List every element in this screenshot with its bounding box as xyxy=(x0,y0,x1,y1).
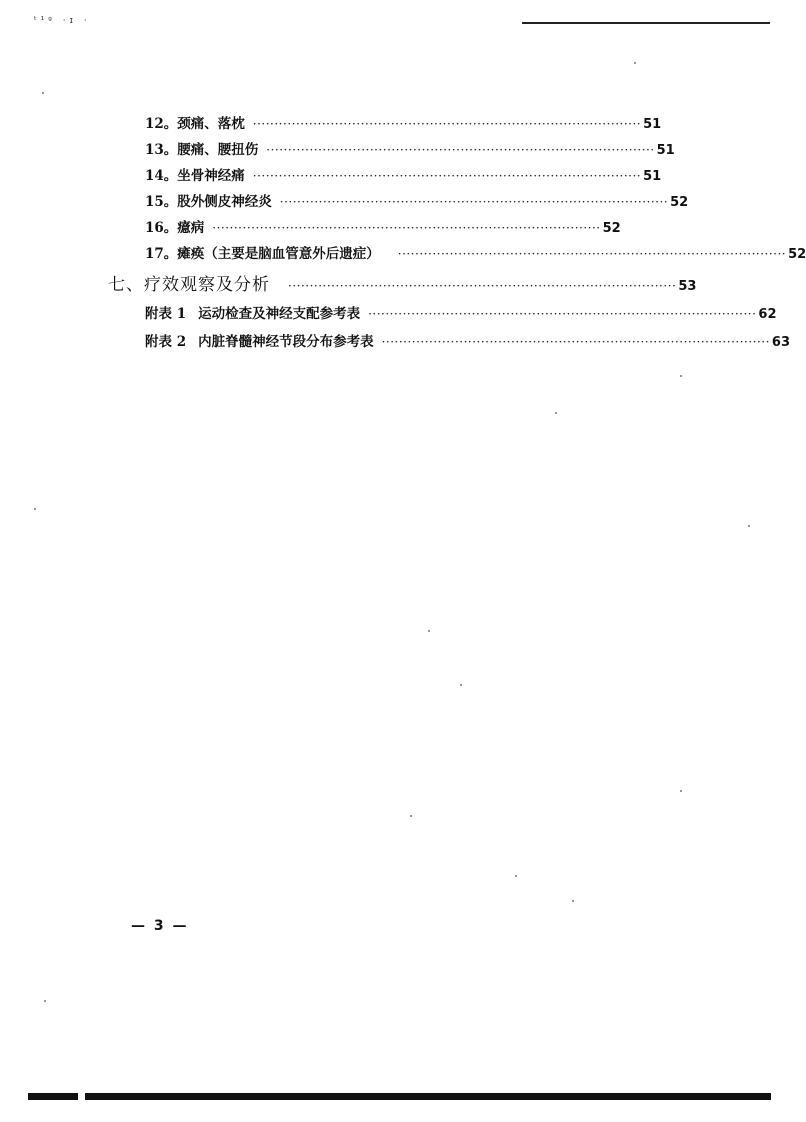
toc-entry-title: 瘫痪（主要是脑血管意外后遗症） xyxy=(177,246,380,262)
toc-entry-title: 股外侧皮神经炎 xyxy=(177,194,272,210)
scan-speck xyxy=(460,684,462,686)
scan-speck xyxy=(680,375,682,377)
scan-speck xyxy=(748,525,750,527)
toc-leader-dots: ·························································································· xyxy=(252,169,642,183)
page-number: — 3 — xyxy=(131,918,189,934)
scan-speck xyxy=(34,508,36,510)
toc-entry xyxy=(145,190,689,214)
toc-entry-page: 52 xyxy=(602,221,621,236)
toc-entry-number: 13。 xyxy=(145,142,178,158)
toc-leader-dots: ·························································································· xyxy=(212,221,601,235)
toc-appendix xyxy=(145,330,790,354)
scan-speck xyxy=(555,412,557,414)
toc-entry-number: 14。 xyxy=(145,168,178,184)
scan-corner-marks: ᵗ¹ᵍ ·ɪ · xyxy=(34,16,91,26)
toc-leader-dots: ·························································································· xyxy=(381,335,770,349)
toc-entry xyxy=(145,242,806,266)
toc-entry-number: 17。 xyxy=(145,246,178,262)
scan-speck xyxy=(428,630,430,632)
toc-entry-page: 51 xyxy=(656,143,675,158)
toc-entry xyxy=(145,112,662,136)
toc-entry-number: 12。 xyxy=(145,116,178,132)
bottom-rule-right xyxy=(85,1093,771,1100)
toc-entry-page: 52 xyxy=(788,247,806,262)
scan-speck xyxy=(42,92,44,94)
toc-appendix-number: 附表 2 xyxy=(145,334,187,350)
toc-leader-dots: ·························································································· xyxy=(266,143,655,157)
toc-entry-number: 15。 xyxy=(145,194,178,210)
top-rule xyxy=(522,22,770,24)
scan-speck xyxy=(572,900,574,902)
toc-entry-title: 腰痛、腰扭伤 xyxy=(177,142,259,158)
toc-entry-number: 16。 xyxy=(145,220,178,236)
toc-entry-page: 51 xyxy=(643,117,662,132)
toc-entry-page: 52 xyxy=(670,195,689,210)
toc-appendix-page: 63 xyxy=(771,335,790,350)
toc-leader-dots: ·························································································· xyxy=(252,117,642,131)
toc-appendix-page: 62 xyxy=(758,307,777,322)
toc-section xyxy=(108,270,697,295)
toc-entry xyxy=(145,164,662,188)
toc-section-page: 53 xyxy=(678,279,697,294)
toc-entry-title: 坐骨神经痛 xyxy=(177,168,245,184)
toc-leader-dots: ·························································································· xyxy=(397,247,787,261)
toc-entry-page: 51 xyxy=(643,169,662,184)
toc-appendix-number: 附表 1 xyxy=(145,306,187,322)
toc-entry-title: 颈痛、落枕 xyxy=(177,116,245,132)
scan-speck xyxy=(634,62,636,64)
scan-speck xyxy=(515,875,517,877)
toc-entry-title: 癔病 xyxy=(177,220,205,236)
scan-speck xyxy=(44,1000,46,1002)
toc-entry xyxy=(145,138,675,162)
toc-section-number: 七、 xyxy=(108,275,144,295)
scan-speck xyxy=(680,790,682,792)
toc-appendix-title: 运动检查及神经支配参考表 xyxy=(198,306,361,322)
toc-leader-dots: ·························································································· xyxy=(368,307,757,321)
bottom-rule-left xyxy=(28,1093,78,1100)
toc-entry xyxy=(145,216,621,240)
toc-appendix-title: 内脏脊髓神经节段分布参考表 xyxy=(198,334,374,350)
toc-leader-dots: ·························································································· xyxy=(288,279,677,293)
toc-appendix xyxy=(145,302,777,326)
scan-speck xyxy=(410,815,412,817)
toc-leader-dots: ·························································································· xyxy=(279,195,669,209)
toc-section-title: 疗效观察及分析 xyxy=(144,275,270,295)
